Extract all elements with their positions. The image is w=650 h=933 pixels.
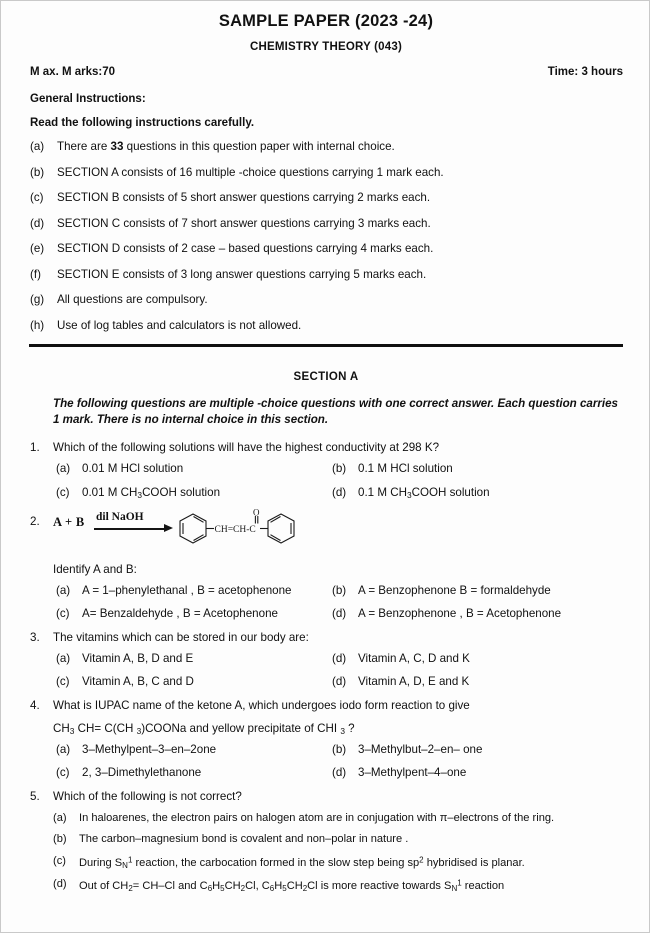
- question-2-reaction-scheme: [1, 509, 650, 557]
- question-number: 2.: [30, 515, 40, 528]
- option-label: (c): [53, 855, 66, 868]
- instruction-text: [57, 140, 395, 153]
- option-row: [53, 486, 650, 501]
- option-label: (b): [332, 742, 347, 756]
- option-c[interactable]: [56, 675, 194, 689]
- horizontal-divider: [29, 344, 623, 347]
- option-label: (d): [332, 675, 347, 689]
- option-row: [53, 607, 650, 622]
- section-a-title: SECTION A: [293, 371, 359, 384]
- max-marks: M ax. M arks:70: [30, 66, 116, 78]
- option-text: A = Benzophenone , B = Acetophenone: [358, 607, 562, 621]
- option-label: (d): [332, 607, 347, 621]
- option-row: [53, 675, 650, 690]
- page-subtitle: CHEMISTRY THEORY (043): [249, 41, 402, 53]
- option-label: (c): [56, 485, 70, 499]
- instruction-text: All questions are compulsory.: [57, 293, 208, 307]
- question-text: Identify A and B:: [53, 563, 137, 576]
- option-row: [53, 652, 650, 667]
- option-a[interactable]: [56, 462, 183, 476]
- instruction-item: [30, 242, 650, 255]
- option-text: Vitamin A, B, C and D: [82, 675, 194, 689]
- option-text: Out of $CH_2= CH-Cl$ and $C_6H_5CH_2Cl$, $C_6H_5CH_2Cl$ is more reactive towards $S_N^1$ reaction: [79, 878, 505, 893]
- question-5: [1, 790, 650, 893]
- option-text: 3–Methylpent–3–en–2one: [82, 742, 217, 756]
- instruction-text: SECTION E consists of 3 long answer questions carrying 5 marks each.: [57, 267, 427, 281]
- option-label: (c): [56, 766, 70, 780]
- reagent-label: dil NaOH: [96, 511, 144, 523]
- option-d[interactable]: [53, 878, 650, 893]
- option-text: 0.1 M HCl solution: [358, 462, 453, 475]
- question-number: 5.: [30, 789, 40, 803]
- question-text-line-2: $CH_3$ CH= C(CH $_3$)COONa and yellow precipitate of CHI $_3$ ?: [53, 721, 355, 736]
- instruction-item: [30, 217, 650, 230]
- option-label: (b): [53, 833, 67, 846]
- question-number: 4.: [30, 698, 40, 712]
- chalcone-structure-icon: [171, 507, 303, 558]
- instruction-text-post: questions in this question paper with internal choice.: [123, 140, 395, 153]
- option-text: Vitamin A, B, D and E: [82, 651, 194, 665]
- question-3: [1, 631, 650, 690]
- question-text: What is IUPAC name of the ketone A, which undergoes iodo form reaction to give: [53, 698, 470, 712]
- instruction-item: [30, 268, 650, 281]
- instruction-label: (f): [30, 267, 41, 281]
- question-text: The vitamins which can be stored in our body are:: [53, 630, 309, 644]
- instruction-text: SECTION C consists of 7 short answer questions carrying 3 marks each.: [57, 216, 431, 230]
- instruction-label: (c): [30, 191, 44, 205]
- instruction-item: [30, 166, 650, 179]
- option-a[interactable]: [56, 652, 193, 666]
- option-text: A = 1–phenylethanal , B = acetophenone: [82, 583, 292, 597]
- instruction-count: 33: [110, 140, 124, 153]
- option-text: 2, 3–Dimethylethanone: [82, 766, 202, 780]
- question-text: Which of the following solutions will have the highest conductivity at 298 K?: [53, 441, 440, 455]
- question-1: [1, 441, 650, 500]
- option-text: 3–Methylpent–4–one: [358, 766, 467, 780]
- option-c[interactable]: [56, 607, 278, 621]
- instruction-label: (b): [30, 165, 45, 179]
- section-a-note: The following questions are multiple -choice questions with one correct answer. Each question carries 1 mark. There is no internal choice in this section.: [53, 397, 618, 427]
- option-text: 0.01 M HCl solution: [82, 462, 184, 475]
- option-grid: [53, 462, 650, 501]
- option-text: A= Benzaldehyde , B = Acetophenone: [82, 607, 278, 621]
- question-2: [1, 563, 650, 622]
- instruction-item: [30, 140, 650, 153]
- svg-text:CH=CH-C: CH=CH-C: [214, 525, 256, 535]
- instruction-label: (a): [30, 140, 45, 153]
- option-text: 0.01 M $CH_3COOH$ solution: [82, 485, 221, 500]
- option-text: A = Benzophenone B = formaldehyde: [358, 583, 551, 597]
- option-b[interactable]: [53, 833, 650, 846]
- option-label: (d): [53, 878, 67, 891]
- option-b[interactable]: [332, 743, 482, 757]
- option-label: (b): [332, 462, 347, 475]
- option-row: [53, 743, 650, 758]
- arrow-shaft: [94, 528, 168, 530]
- general-instructions-heading: General Instructions:: [30, 93, 146, 105]
- svg-text:O: O: [253, 507, 260, 518]
- instruction-label: (h): [30, 318, 45, 332]
- option-label: (a): [56, 651, 71, 665]
- option-label: (a): [53, 811, 67, 824]
- instruction-label: (g): [30, 293, 45, 307]
- question-number: 1.: [30, 441, 40, 455]
- option-label: (d): [332, 485, 347, 499]
- question-number: 3.: [30, 630, 40, 644]
- option-text: The carbon–magnesium bond is covalent and non–polar in nature .: [79, 833, 409, 846]
- meta-row: [1, 66, 650, 81]
- option-c[interactable]: [53, 855, 650, 870]
- time-allowed: Time: 3 hours: [547, 66, 623, 78]
- reactants-a-plus-b: A + B: [53, 515, 85, 529]
- option-row: [53, 766, 650, 781]
- option-d[interactable]: [332, 486, 490, 500]
- instruction-item: [30, 293, 650, 306]
- option-label: (b): [332, 583, 347, 597]
- option-text: During $S_N^1$ reaction, the carbocation formed in the slow step being $sp^2$ hybridised is planar.: [79, 855, 525, 870]
- question-4: [1, 699, 650, 781]
- instruction-text-pre: There are: [57, 140, 111, 153]
- option-label: (d): [332, 651, 347, 665]
- option-label: (c): [56, 607, 70, 621]
- option-list: [53, 812, 650, 893]
- option-text: 3–Methylbut–2–en– one: [358, 742, 483, 756]
- option-grid: [53, 584, 650, 623]
- option-label: (a): [56, 583, 71, 597]
- option-b[interactable]: [332, 584, 551, 598]
- read-carefully-heading: Read the following instructions carefully.: [30, 117, 255, 129]
- option-b[interactable]: [332, 462, 453, 476]
- option-a[interactable]: [56, 584, 292, 598]
- option-text: In haloarenes, the electron pairs on halogen atom are in conjugation with π–electrons of the ring.: [79, 811, 555, 824]
- option-d[interactable]: [332, 675, 469, 689]
- instruction-text: Use of log tables and calculators is not allowed.: [57, 318, 302, 332]
- option-label: (a): [56, 742, 71, 756]
- instructions-list: [1, 140, 650, 332]
- option-a[interactable]: [56, 743, 216, 757]
- option-grid: [53, 652, 650, 691]
- reaction-arrow: [94, 509, 170, 537]
- instruction-label: (d): [30, 216, 45, 230]
- option-text: Vitamin A, C, D and K: [358, 651, 470, 665]
- instruction-text: SECTION A consists of 16 multiple -choice questions carrying 1 mark each.: [57, 165, 444, 179]
- instruction-item: [30, 319, 650, 332]
- option-label: (c): [56, 675, 70, 689]
- option-row: [53, 462, 650, 477]
- option-label: (a): [56, 462, 71, 475]
- question-text: Which of the following is not correct?: [53, 789, 242, 803]
- option-c[interactable]: [56, 766, 201, 780]
- instruction-text: SECTION B consists of 5 short answer questions carrying 2 marks each.: [57, 191, 431, 205]
- option-a[interactable]: [53, 812, 650, 825]
- option-d[interactable]: [332, 607, 561, 621]
- option-text: Vitamin A, D, E and K: [358, 675, 470, 689]
- instruction-item: [30, 191, 650, 204]
- option-c[interactable]: [56, 486, 220, 500]
- option-d[interactable]: [332, 766, 466, 780]
- page-title: SAMPLE PAPER (2023 -24): [218, 12, 434, 30]
- option-b[interactable]: [332, 652, 470, 666]
- option-text: 0.1 M $CH_3COOH$ solution: [358, 485, 490, 500]
- instruction-label: (e): [30, 242, 45, 256]
- option-grid: [53, 743, 650, 782]
- instruction-text: SECTION D consists of 2 case – based questions carrying 4 marks each.: [57, 242, 434, 256]
- option-row: [53, 584, 650, 599]
- option-label: (d): [332, 766, 347, 780]
